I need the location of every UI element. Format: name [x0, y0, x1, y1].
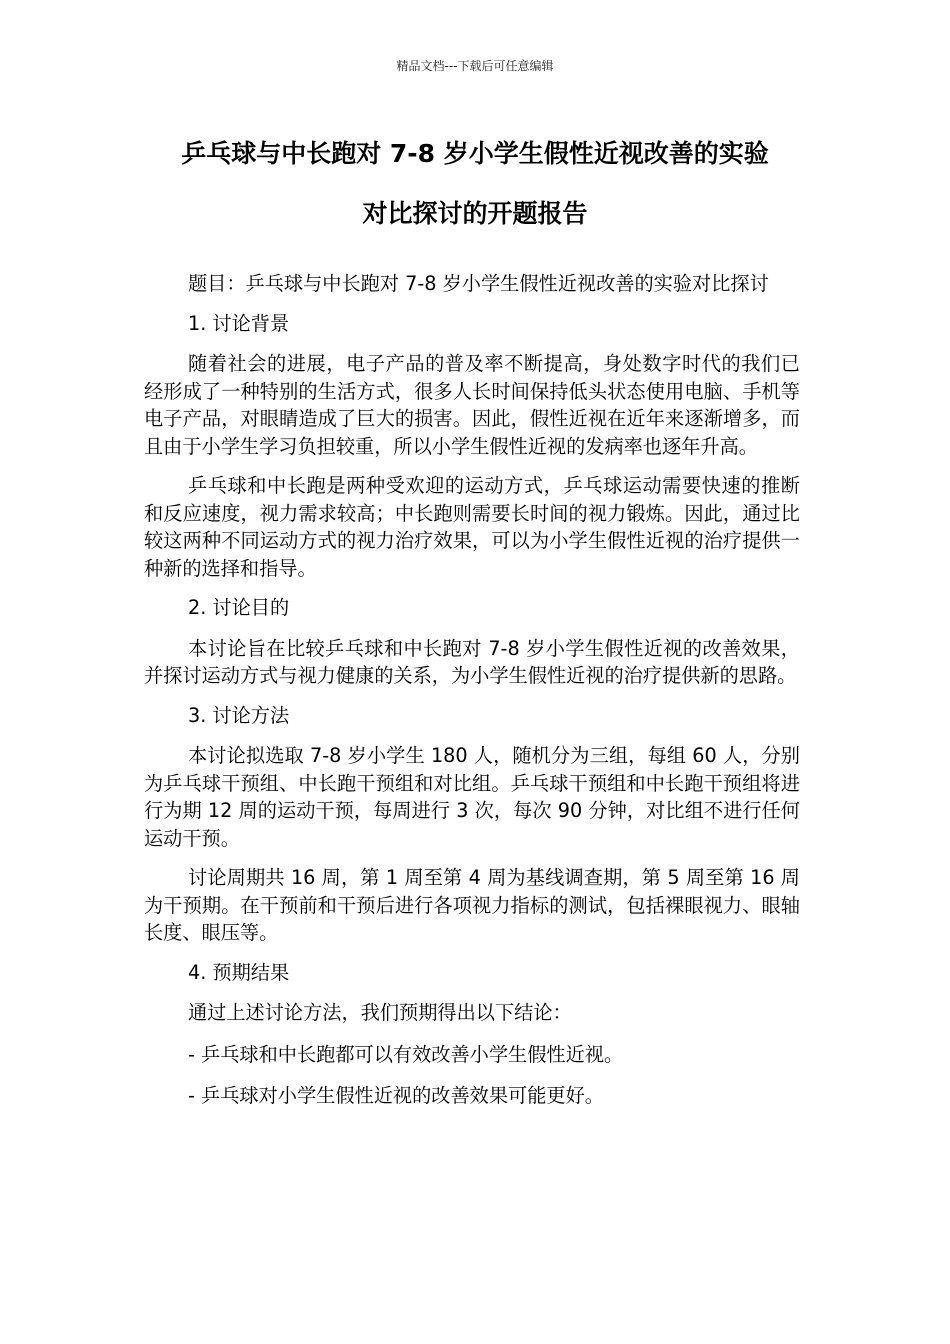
- background-paragraph-2: 乒乓球和中长跑是两种受欢迎的运动方式，乒乓球运动需要快速的推断和反应速度，视力需求较高；中长跑则需要长时间的视力锻炼。因此，通过比较这两种不同运动方式的视力治疗效果，可以为小学生假性近视的治疗提供一种新的选择和指导。: [144, 474, 800, 580]
- section-heading-expected-results: 4. 预期结果: [188, 960, 290, 984]
- section-heading-purpose: 2. 讨论目的: [188, 596, 290, 619]
- document-title-line-1: 乒乓球与中长跑对 7-8 岁小学生假性近视改善的实验: [181, 139, 769, 168]
- method-paragraph-1: 本讨论拟选取 7-8 岁小学生 180 人，随机分为三组，每组 60 人，分别为乒乓球干预组、中长跑干预组和对比组。乒乓球干预组和中长跑干预组将进行为期 12 周的运动干预，每周进行 3 次，每次 90 分钟，对比组不进行任何运动干预。: [144, 744, 800, 850]
- result-item: - 乒乓球和中长跑都可以有效改善小学生假性近视。: [188, 1042, 624, 1066]
- method-paragraph-2: 讨论周期共 16 周，第 1 周至第 4 周为基线调查期，第 5 周至第 16 周为干预期。在干预前和干预后进行各项视力指标的测试，包括裸眼视力、眼轴长度、眼压等。: [144, 866, 800, 944]
- header-note: 精品文档---下载后可任意编辑: [396, 59, 554, 73]
- section-heading-background: 1. 讨论背景: [188, 311, 290, 335]
- document-title-line-2: 对比探讨的开题报告: [362, 199, 588, 228]
- purpose-paragraph: 本讨论旨在比较乒乓球和中长跑对 7-8 岁小学生假性近视的改善效果，并探讨运动方式与视力健康的关系，为小学生假性近视的治疗提供新的思路。: [144, 636, 800, 687]
- section-heading-method: 3. 讨论方法: [188, 703, 290, 727]
- result-item: - 乒乓球对小学生假性近视的改善效果可能更好。: [188, 1084, 604, 1107]
- background-paragraph-1: 随着社会的进展，电子产品的普及率不断提高，身处数字时代的我们已经形成了一种特别的生活方式，很多人长时间保持低头状态使用电脑、手机等电子产品，对眼睛造成了巨大的损害。因此，假性近视在近年来逐渐增多，而且由于小学生学习负担较重，所以小学生假性近视的发病率也逐年升高。: [144, 352, 800, 458]
- results-intro: 通过上述讨论方法，我们预期得出以下结论：: [188, 1001, 572, 1024]
- document-body: [144, 270, 800, 1124]
- topic-paragraph: 题目：乒乓球与中长跑对 7-8 岁小学生假性近视改善的实验对比探讨: [188, 272, 769, 295]
